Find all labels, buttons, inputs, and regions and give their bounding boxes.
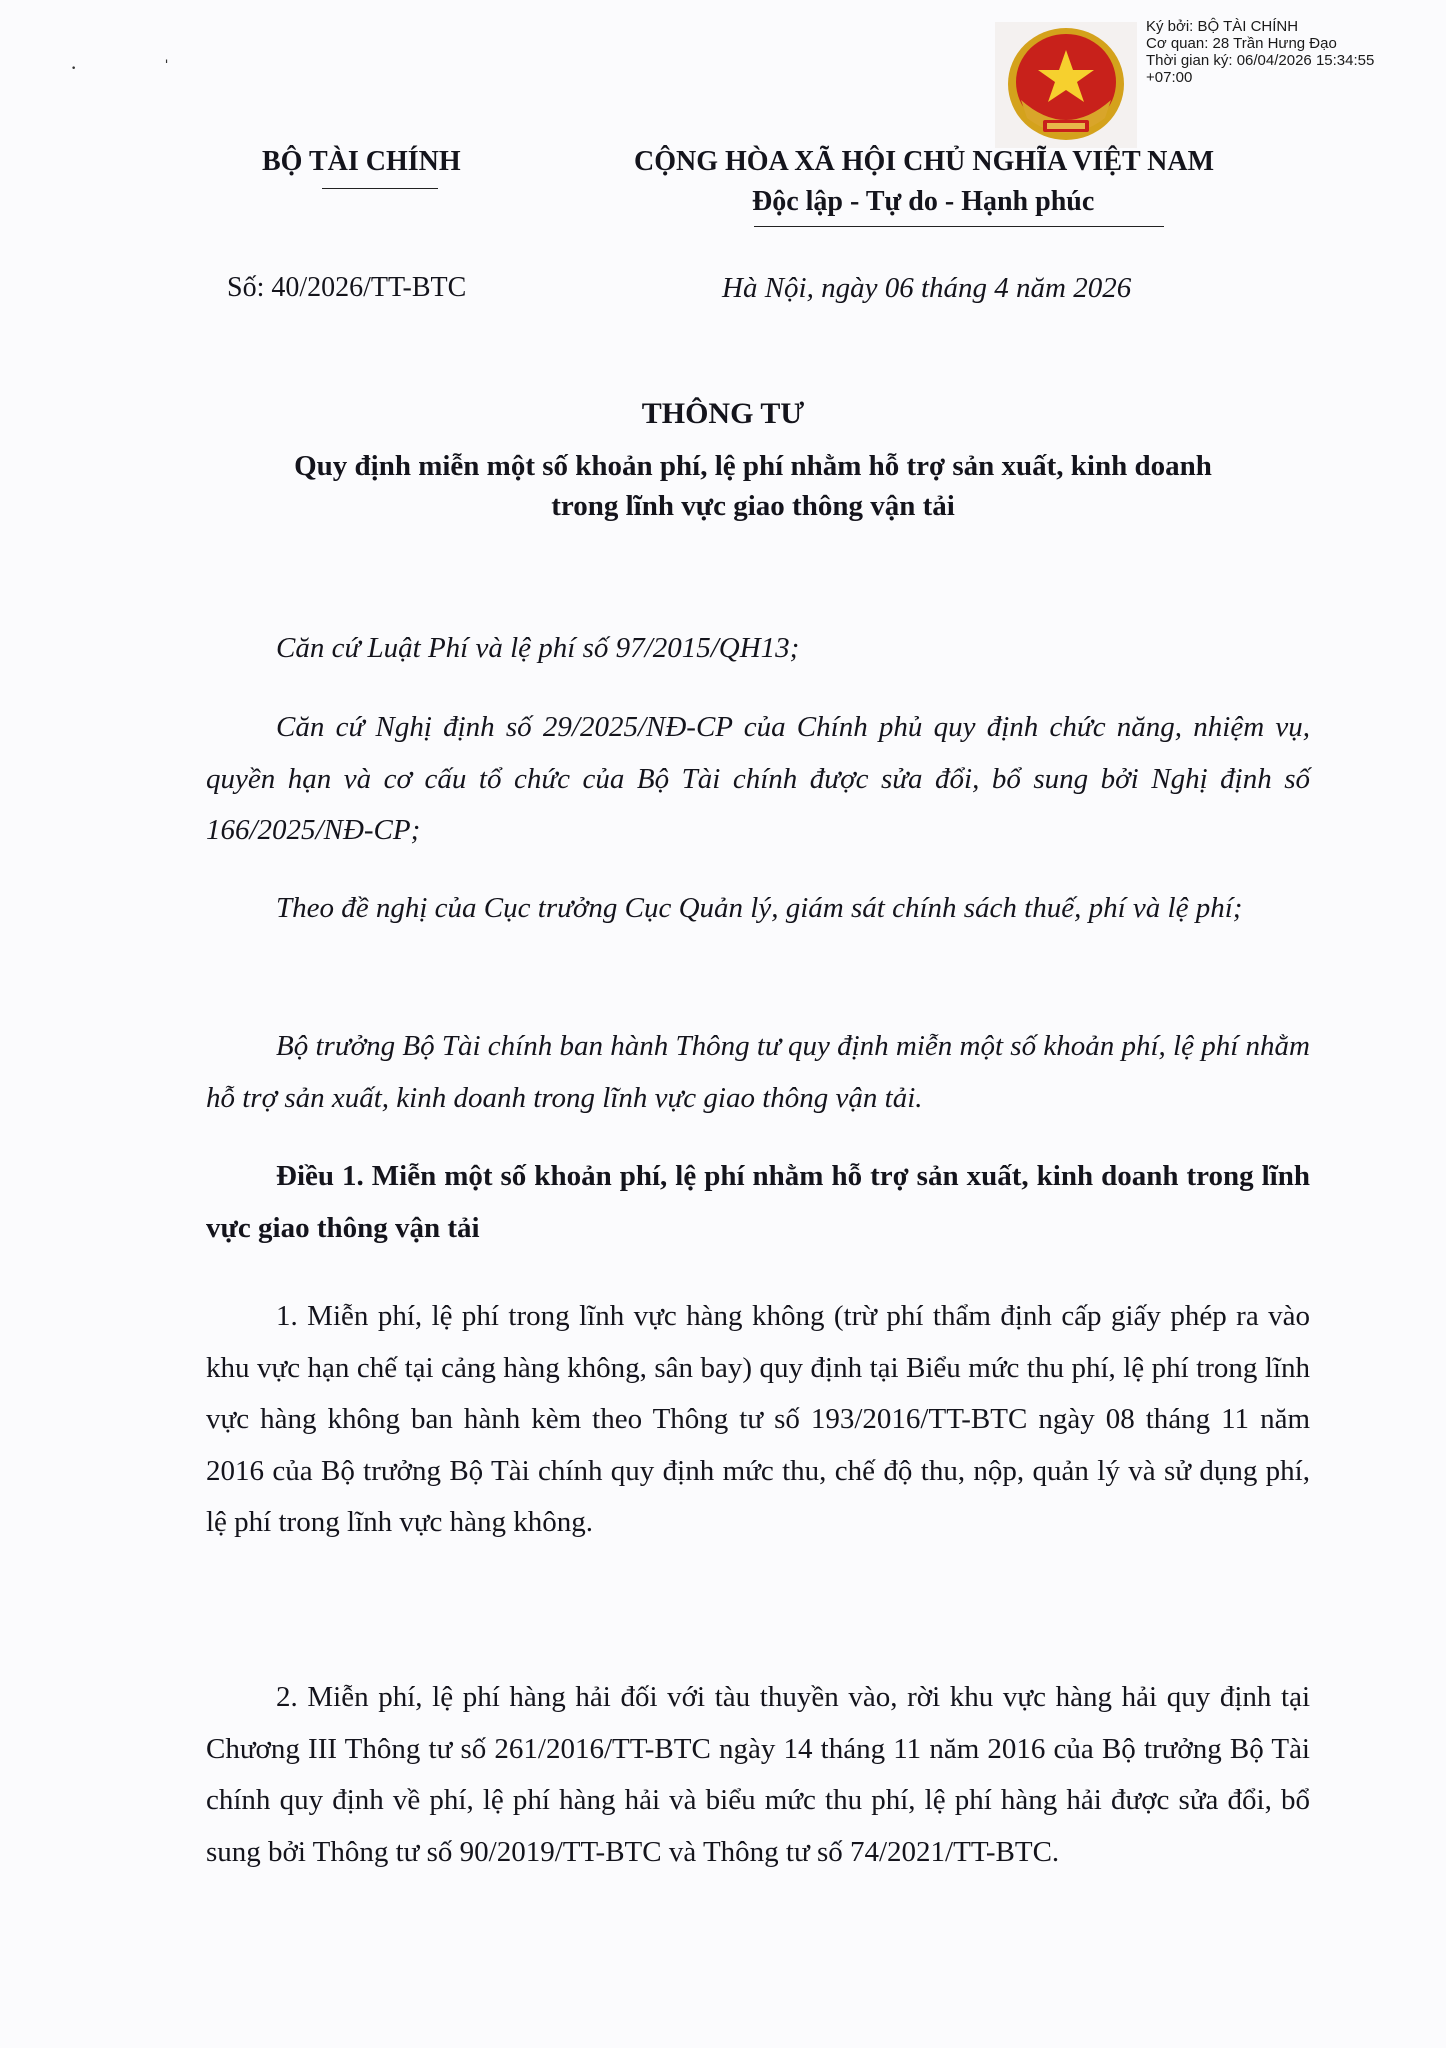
motto-underline (754, 226, 1164, 227)
article-1-clause-2: 2. Miễn phí, lệ phí hàng hải đối với tàu thuyền vào, rời khu vực hàng hải quy định tại Chương III Thông tư số 261/2016/TT-BTC ngày 14 tháng 11 năm 2016 của Bộ trưởng Bộ Tài chính quy định về phí, lệ phí hàng hải và biểu mức thu phí, lệ phí hàng hải được sửa đổi, bổ sung bởi Thông tư số 90/2019/TT-BTC và Thông tư số 74/2021/TT-BTC. (206, 1681, 1310, 1868)
issuing-ministry: BỘ TÀI CHÍNH (262, 146, 461, 177)
legal-basis-1: Căn cứ Luật Phí và lệ phí số 97/2015/QH13; (276, 632, 800, 664)
subject-line-1: Quy định miễn một số khoản phí, lệ phí nhằm hỗ trợ sản xuất, kinh doanh (294, 450, 1212, 482)
issuance-paragraph: Bộ trưởng Bộ Tài chính ban hành Thông tư quy định miễn một số khoản phí, lệ phí nhằm hỗ trợ sản xuất, kinh doanh trong lĩnh vực giao thông vận tải. (206, 1030, 1310, 1114)
document-number: Số: 40/2026/TT-BTC (227, 272, 467, 303)
subject-line-2: trong lĩnh vực giao thông vận tải (551, 490, 955, 522)
document-type: THÔNG TƯ (641, 397, 805, 430)
article-1-clause-1: 1. Miễn phí, lệ phí trong lĩnh vực hàng không (trừ phí thẩm định cấp giấy phép ra vào khu vực hạn chế tại cảng hàng không, sân bay) quy định tại Biểu mức thu phí, lệ phí trong lĩnh vực hàng không ban hành kèm theo Thông tư số 193/2016/TT-BTC ngày 08 tháng 11 năm 2016 của Bộ trưởng Bộ Tài chính quy định mức thu, chế độ thu, nộp, quản lý và sử dụng phí, lệ phí trong lĩnh vực hàng không. (206, 1300, 1310, 1538)
scan-specks: · ˈ (70, 55, 211, 80)
national-name: CỘNG HÒA XÃ HỘI CHỦ NGHĨA VIỆT NAM (634, 146, 1215, 177)
national-emblem-icon (995, 22, 1137, 148)
document-subject (180, 446, 1326, 526)
signing-agency: Cơ quan: 28 Trần Hưng Đạo (1146, 35, 1337, 52)
digital-signature-info (1146, 18, 1446, 86)
legal-basis-2: Căn cứ Nghị định số 29/2025/NĐ-CP của Chính phủ quy định chức năng, nhiệm vụ, quyền hạn và cơ cấu tổ chức của Bộ Tài chính được sửa đổi, bổ sung bởi Nghị định số 166/2025/NĐ-CP; (206, 711, 1310, 846)
signed-by: Ký bởi: BỘ TÀI CHÍNH (1146, 18, 1299, 35)
national-motto: Độc lập - Tự do - Hạnh phúc (752, 186, 1095, 217)
article-1-title: Điều 1. Miễn một số khoản phí, lệ phí nhằm hỗ trợ sản xuất, kinh doanh trong lĩnh vực giao thông vận tải (206, 1160, 1310, 1244)
proposal-paragraph: Theo đề nghị của Cục trưởng Cục Quản lý, giám sát chính sách thuế, phí và lệ phí; (276, 892, 1243, 924)
signing-time: Thời gian ký: 06/04/2026 15:34:55 (1146, 52, 1375, 69)
place-and-date: Hà Nội, ngày 06 tháng 4 năm 2026 (722, 272, 1132, 304)
signing-timezone: +07:00 (1146, 69, 1193, 86)
ministry-underline (322, 188, 438, 189)
